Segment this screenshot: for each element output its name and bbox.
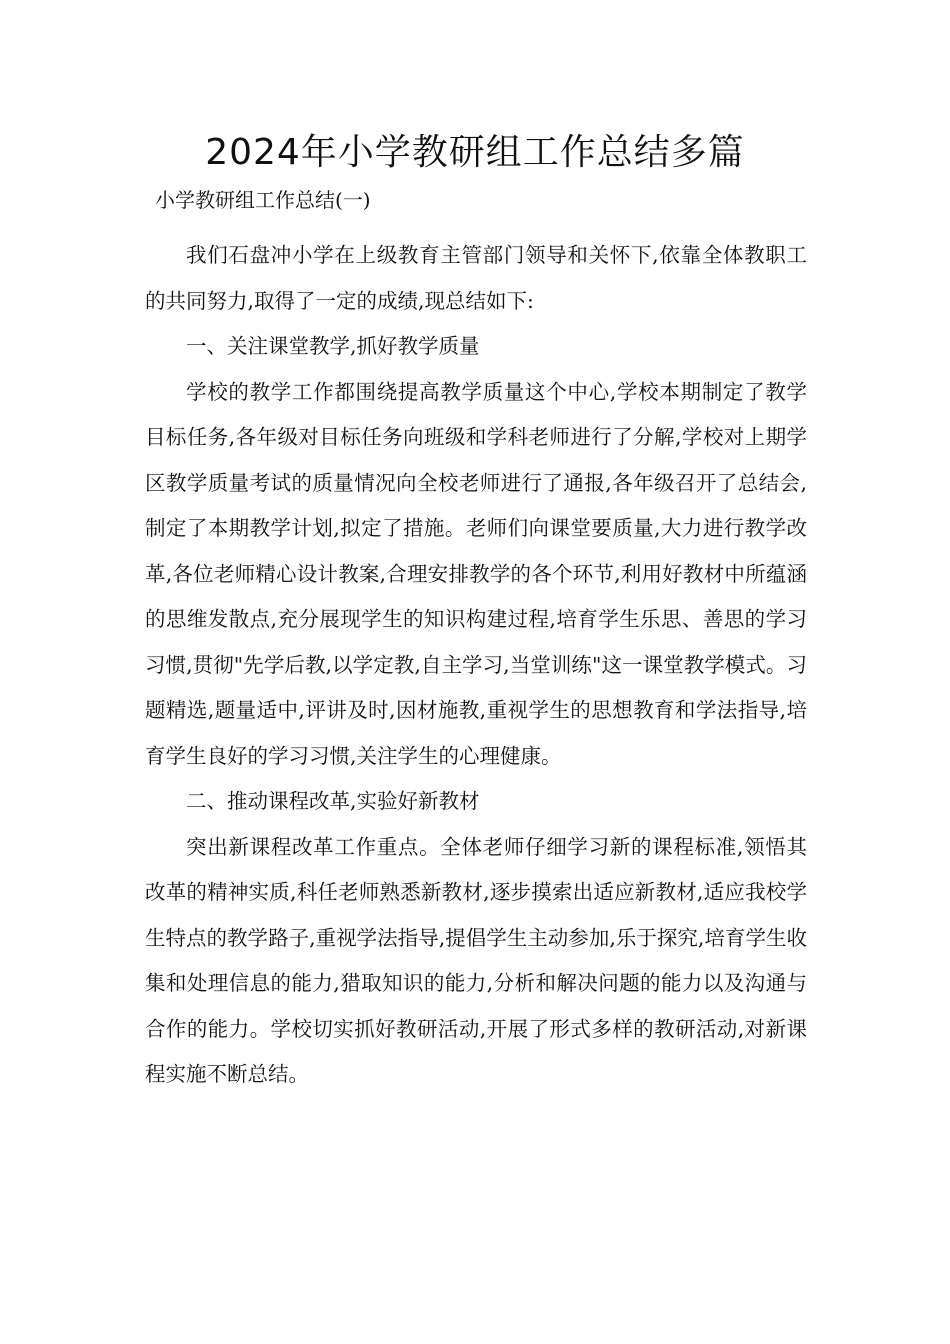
section-1-paragraph: 学校的教学工作都围绕提高教学质量这个中心,学校本期制定了教学目标任务,各年级对目标任务向班级和学科老师进行了分解,学校对上期学区教学质量考试的质量情况向全校老师进行了通报,各年级召开了总结会,制定了本期教学计划,拟定了措施。老师们向课堂要质量,大力进行教学改革,各位老师精心设计教案,合理安排教学的各个环节,利用好教材中所蕴涵的思维发散点,充分展现学生的知识构建过程,培育学生乐思、善思的学习习惯,贯彻"先学后教,以学定教,自主学习,当堂训练"这一课堂教学模式。习题精选,题量适中,评讲及时,因材施教,重视学生的思想教育和学法指导,培育学生良好的学习习惯,关注学生的心理健康。	[145, 379, 807, 768]
document-subtitle: 小学教研组工作总结(一)	[155, 188, 371, 212]
intro-paragraph: 我们石盘冲小学在上级教育主管部门领导和关怀下,依靠全体教职工的共同努力,取得了一定的成绩,现总结如下:	[145, 243, 807, 313]
section-2-paragraph: 突出新课程改革工作重点。全体老师仔细学习新的课程标准,领悟其改革的精神实质,科任老师熟悉新教材,逐步摸索出适应新教材,适应我校学生特点的教学路子,重视学法指导,提倡学生主动参加,乐于探究,培育学生收集和处理信息的能力,猎取知识的能力,分析和解决问题的能力以及沟通与合作的能力。学校切实抓好教研活动,开展了形式多样的教研活动,对新课程实施不断总结。	[145, 834, 807, 1086]
document-title: 2024年小学教研组工作总结多篇	[205, 132, 745, 173]
document-body	[145, 233, 807, 1098]
section-heading-1: 一、关注课堂教学,抓好教学质量	[186, 334, 480, 358]
section-heading-2: 二、推动课程改革,实验好新教材	[186, 789, 480, 813]
